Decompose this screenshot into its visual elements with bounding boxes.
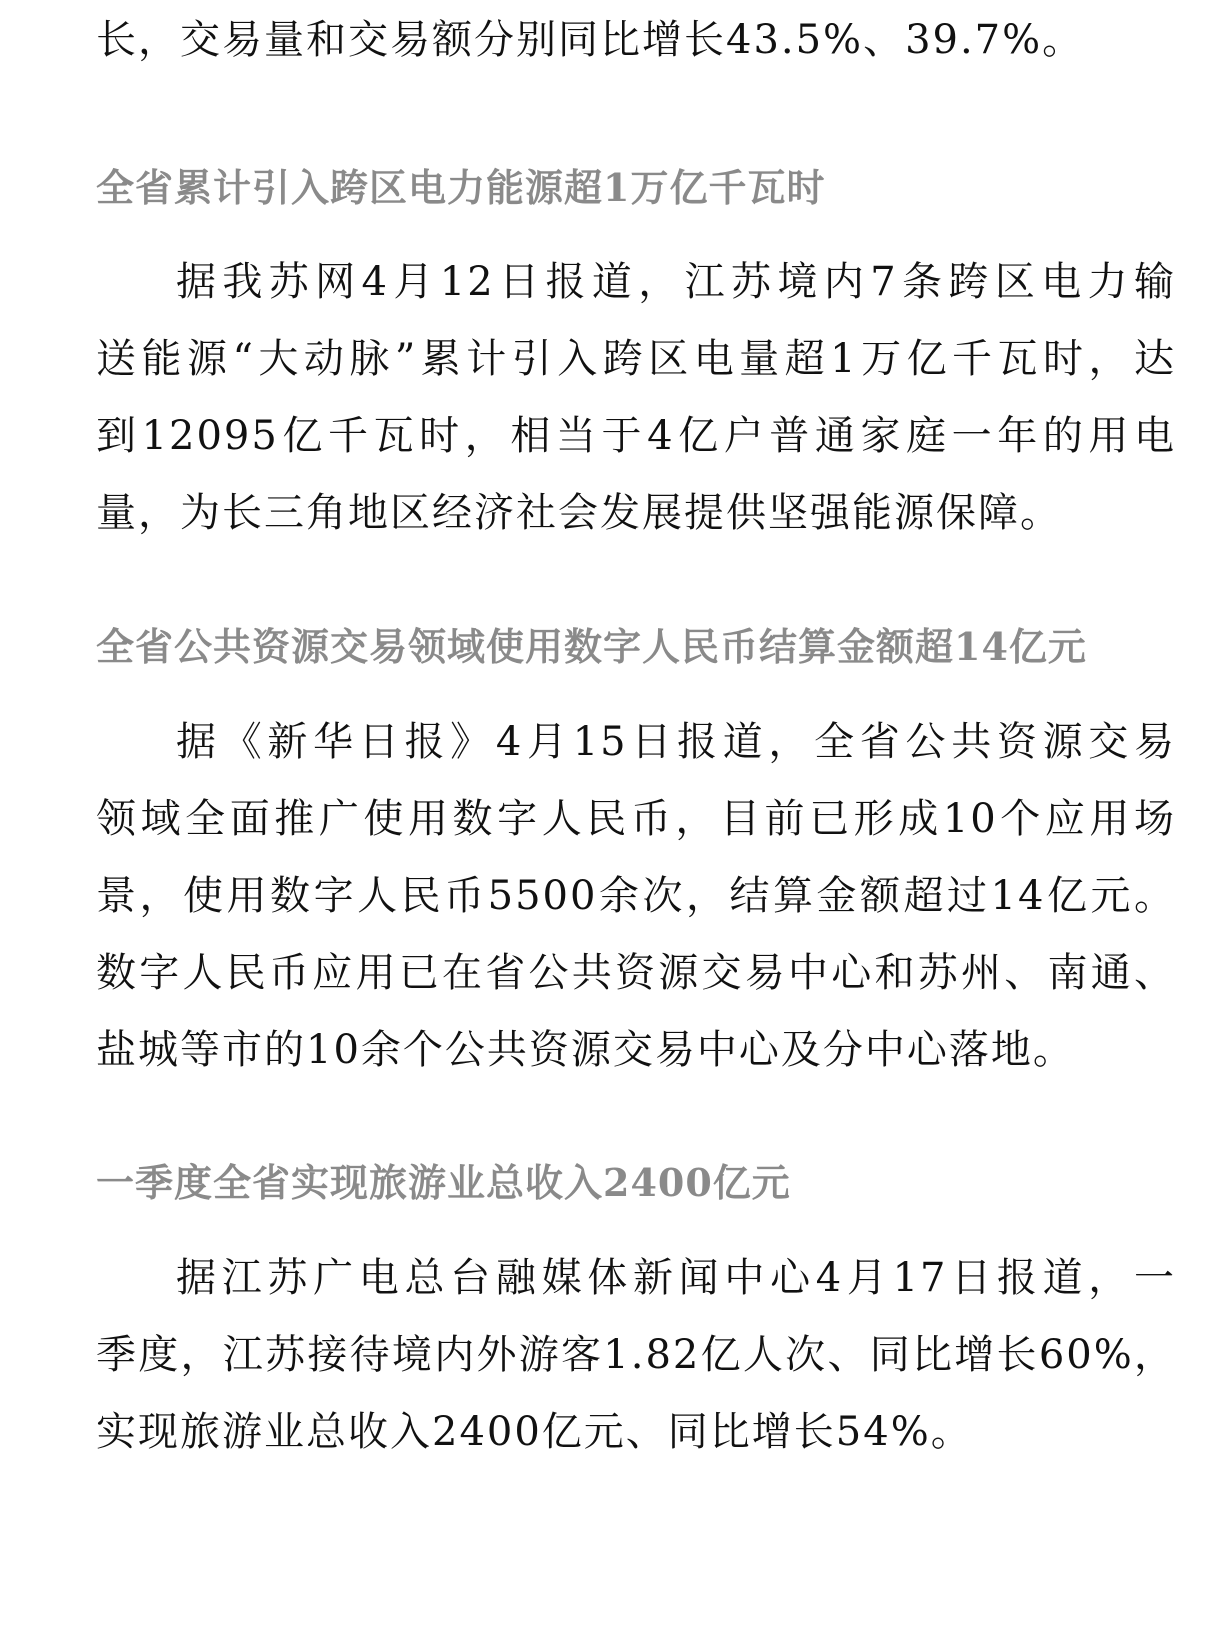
paragraph-line: 据我苏网4月12日报道，江苏境内7条跨区电力输	[176, 259, 1176, 305]
paragraph-line: 送能源“大动脉”累计引入跨区电量超1万亿千瓦时，达	[96, 336, 1176, 382]
paragraph-line: 据《新华日报》4月15日报道，全省公共资源交易	[176, 719, 1176, 765]
paragraph-line: 据江苏广电总台融媒体新闻中心4月17日报道，一	[176, 1255, 1176, 1301]
paragraph-line: 景，使用数字人民币5500余次，结算金额超过14亿元。	[96, 873, 1176, 919]
section-heading-tourism: 一季度全省实现旅游业总收入2400亿元	[96, 1160, 791, 1205]
paragraph-fragment-line: 长，交易量和交易额分别同比增长43.5%、39.7%。	[96, 17, 1085, 63]
paragraph-line: 到12095亿千瓦时，相当于4亿户普通家庭一年的用电	[96, 413, 1176, 459]
paragraph-line: 季度，江苏接待境内外游客1.82亿人次、同比增长60%，	[96, 1332, 1176, 1378]
paragraph-line: 实现旅游业总收入2400亿元、同比增长54%。	[96, 1409, 973, 1455]
paragraph-line: 量，为长三角地区经济社会发展提供坚强能源保障。	[96, 490, 1062, 536]
paragraph-line: 数字人民币应用已在省公共资源交易中心和苏州、南通、	[96, 950, 1176, 996]
section-heading-power: 全省累计引入跨区电力能源超1万亿千瓦时	[96, 165, 826, 210]
section-heading-digital-rmb: 全省公共资源交易领域使用数字人民币结算金额超14亿元	[96, 624, 1087, 669]
paragraph-line: 盐城等市的10余个公共资源交易中心及分中心落地。	[96, 1027, 1075, 1073]
paragraph-line: 领域全面推广使用数字人民币，目前已形成10个应用场	[96, 796, 1176, 842]
